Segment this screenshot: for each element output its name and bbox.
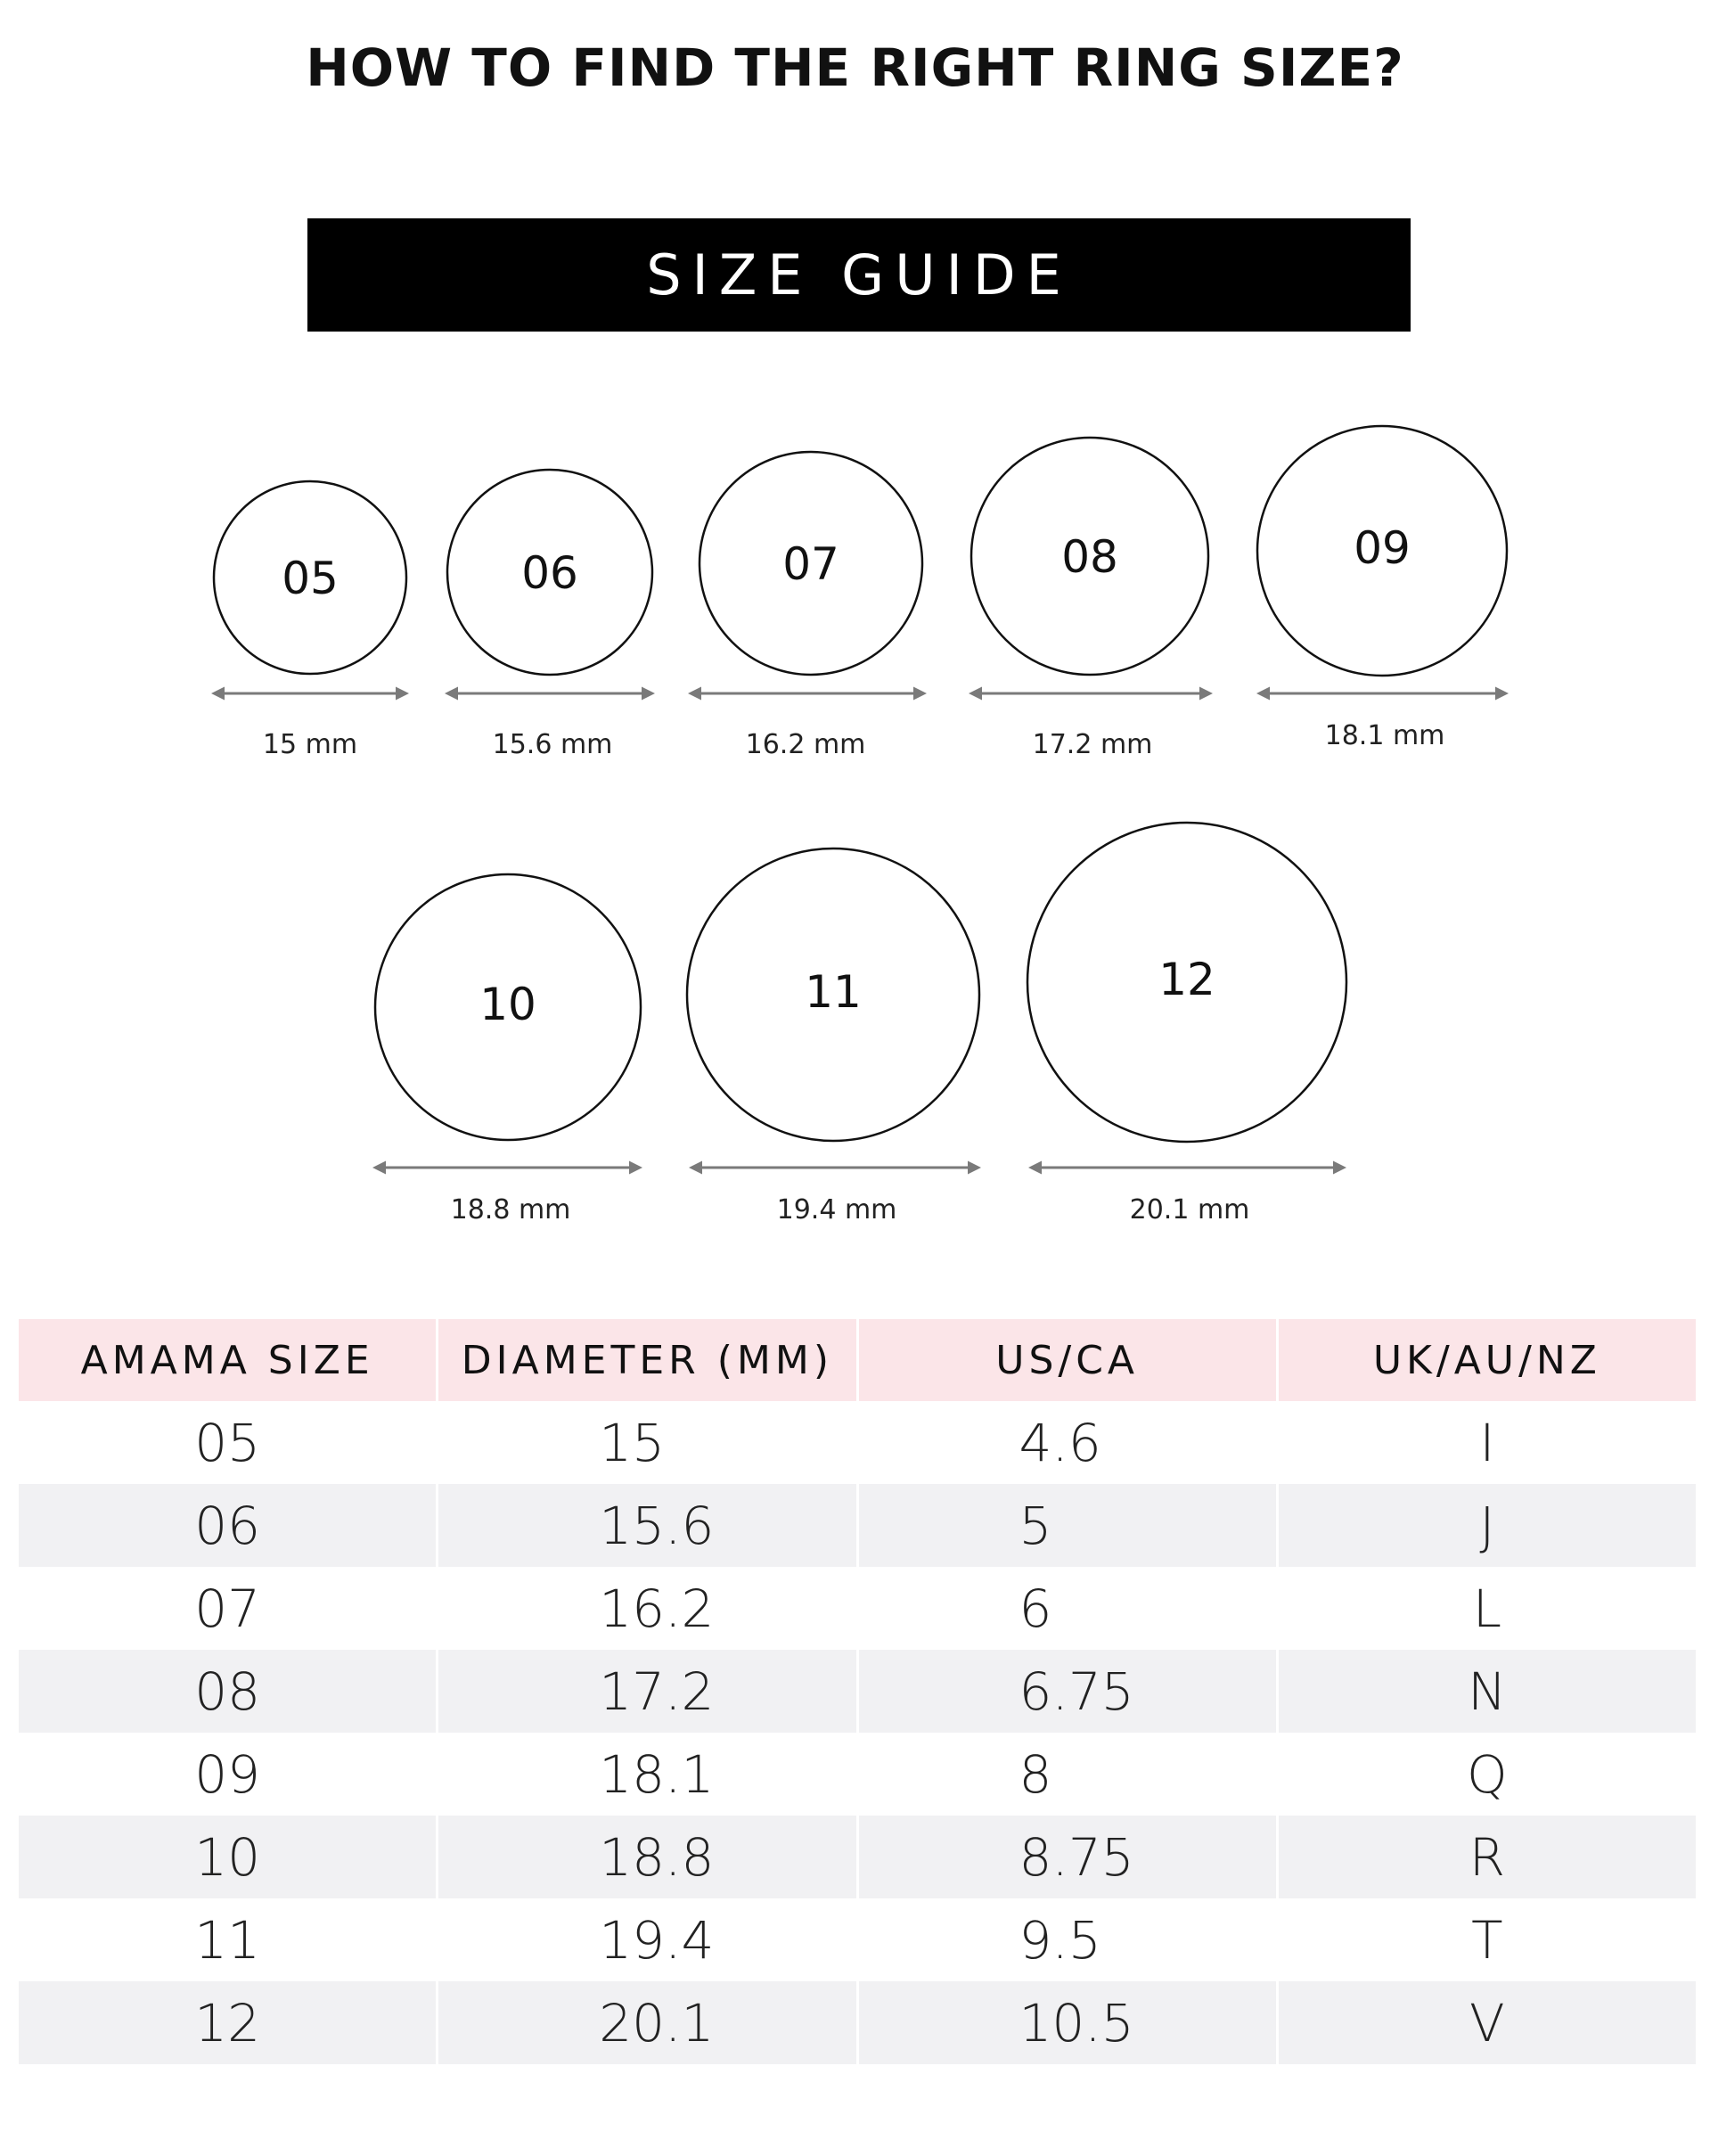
cell-us-ca: 8.75 — [859, 1816, 1276, 1898]
ring-label: 05 — [282, 553, 339, 604]
ring-label: 10 — [479, 979, 536, 1030]
table-row — [19, 1567, 1696, 1650]
ring-06 — [447, 470, 652, 760]
ring-09 — [1257, 426, 1507, 751]
cell-diameter: 16.2 — [599, 1578, 715, 1639]
ring-label: 12 — [1158, 954, 1215, 1005]
cell-amama-size: 10 — [19, 1816, 436, 1898]
cell-us-ca: 6 — [1019, 1578, 1052, 1639]
table-row — [19, 1484, 1696, 1567]
cell-us-ca: 4.6 — [1019, 1412, 1101, 1473]
cell-diameter: 15 — [599, 1412, 666, 1473]
table-row — [19, 1981, 1696, 2064]
ring-08 — [971, 438, 1210, 760]
ring-label: 06 — [521, 547, 578, 599]
ring-05 — [214, 481, 406, 760]
table-row — [19, 1816, 1696, 1898]
ring-label: 11 — [805, 966, 862, 1018]
cell-amama-size: 09 — [194, 1743, 261, 1805]
cell-amama-size: 08 — [19, 1650, 436, 1733]
header-uk-au-nz: UK/AU/NZ — [1279, 1319, 1696, 1401]
ring-10 — [375, 874, 641, 1226]
header-amama-size: AMAMA SIZE — [19, 1319, 436, 1401]
diameter-label: 19.4 mm — [776, 1194, 897, 1226]
cell-us-ca: 5 — [859, 1484, 1276, 1567]
header-diameter: DIAMETER (MM) — [438, 1319, 855, 1401]
cell-amama-size: 06 — [19, 1484, 436, 1567]
table-row — [19, 1650, 1696, 1733]
diameter-label: 20.1 mm — [1129, 1194, 1250, 1226]
cell-amama-size: 07 — [194, 1578, 261, 1639]
cell-diameter: 17.2 — [438, 1650, 855, 1733]
cell-uk-au-nz: L — [1472, 1578, 1502, 1639]
cell-us-ca: 8 — [1019, 1743, 1052, 1805]
header-us-ca: US/CA — [859, 1319, 1276, 1401]
ring-07 — [691, 452, 924, 760]
size-guide-banner: SIZE GUIDE — [307, 218, 1411, 332]
ring-label: 07 — [782, 538, 839, 590]
cell-diameter: 19.4 — [599, 1909, 715, 1971]
table-row — [19, 1733, 1696, 1816]
cell-uk-au-nz: T — [1471, 1909, 1503, 1971]
ring-12 — [1027, 823, 1346, 1226]
cell-diameter: 20.1 — [438, 1981, 855, 2064]
cell-uk-au-nz: I — [1479, 1412, 1495, 1473]
cell-diameter: 18.8 — [438, 1816, 855, 1898]
cell-amama-size: 11 — [194, 1909, 261, 1971]
cell-us-ca: 10.5 — [859, 1981, 1276, 2064]
cell-diameter: 18.1 — [599, 1743, 715, 1805]
cell-uk-au-nz: Q — [1467, 1743, 1508, 1805]
diameter-label: 15.6 mm — [492, 729, 613, 760]
cell-diameter: 15.6 — [438, 1484, 855, 1567]
cell-uk-au-nz: R — [1279, 1816, 1696, 1898]
cell-uk-au-nz: N — [1279, 1650, 1696, 1733]
diameter-label: 15 mm — [262, 729, 358, 760]
cell-uk-au-nz: V — [1279, 1981, 1696, 2064]
page-title: HOW TO FIND THE RIGHT RING SIZE? — [306, 37, 1404, 98]
cell-amama-size: 12 — [19, 1981, 436, 2064]
ring-label: 08 — [1061, 531, 1118, 583]
diameter-label: 16.2 mm — [745, 729, 866, 760]
ring-label: 09 — [1354, 522, 1411, 574]
diameter-label: 17.2 mm — [1032, 729, 1153, 760]
table-row — [19, 1401, 1696, 1484]
cell-us-ca: 6.75 — [859, 1650, 1276, 1733]
diameter-label: 18.1 mm — [1324, 720, 1445, 751]
cell-amama-size: 05 — [194, 1412, 261, 1473]
cell-us-ca: 9.5 — [1019, 1909, 1101, 1971]
size-conversion-table — [16, 1319, 1698, 2064]
cell-uk-au-nz: J — [1279, 1484, 1696, 1567]
table-row — [19, 1898, 1696, 1981]
diameter-label: 18.8 mm — [450, 1194, 571, 1226]
ring-11 — [687, 848, 979, 1226]
table-header-row — [19, 1319, 1696, 1401]
